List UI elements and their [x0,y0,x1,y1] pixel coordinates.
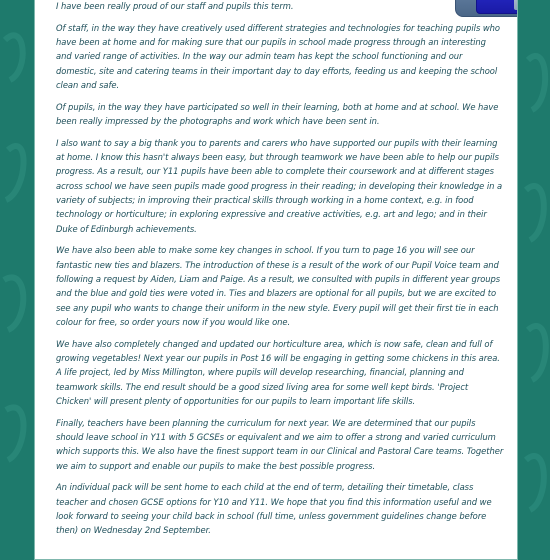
paragraph: I have been really proud of our staff and pupils this term. [56,1,294,11]
paragraph: We have also completely changed and updated our horticulture area, which is now safe, clean and full of growing vegetables! Next year our pupils in Post 16 will be engaging in getting some chickens in this area. A life project, led by Miss Millington, where pupils will develop researching, financial, planning and teamwork skills. The end result should be a good sized living area for some well kept birds. 'Project Chicken' will present plenty of opportunities for our pupils to learn important life skills. [56,338,500,406]
paragraph: I also want to say a big thank you to parents and carers who have supported our pupils with their learning at home. I know this hasn't always been easy, but through teamwork we have been able to help our pupils progress. As a result, our Y11 pupils have been able to complete their coursework and at different stages across school we have seen pupils made good progress in their reading; in developing their knowledge in a variety of subjects; in improving their practical skills through working in a home context, e.g. in food technology or horticulture; in exploring expressive and creative activities, e.g. art and lego; and in their Duke of Edinburgh achievements. [56,137,503,234]
paragraph: Of staff, in the way they have creatively used different strategies and technologies for teaching pupils who have been at home and for making sure that our pupils in school made progress through an interesting and varied range of activities. In the way our admin team has kept the school functioning and our domestic, site and catering teams in their important day to day efforts, feeding us and keeping the school clean and safe. [56,22,501,90]
paragraph: Finally, teachers have been planning the curriculum for next year. We are determined that our pupils should leave school in Y11 with 5 GCSEs or equivalent and we aim to offer a strong and varied curriculum which supports this. We also have the finest support team in our Clinical and Pastoral Care teams. Together we aim to support and enable our pupils to make the best possible progress. [56,417,504,471]
paragraph: We have also been able to make some key changes in school. If you turn to page 16 you will see our fantastic new ties and blazers. The introduction of these is a result of the work of our Pupil Voice team and following a request by Aiden, Liam and Paige. As a result, we consulted with pupils in different year groups and the blue and gold ties were voted in. Ties and blazers are optional for all pupils, but we are excited to see any pupil who wants to change their uniform in the new style. Every pupil will get their first tie in each colour for free, so order yours now if you would like one. [56,245,501,327]
letter-body [56,0,504,545]
paragraph: An individual pack will be sent home to each child at the end of term, detailing their timetable, class teacher and chosen GCSE options for Y10 and Y11. We hope that you find this information useful and we look forward to seeing your child back in school (full time, unless government guidelines change before then) on Wednesday 2nd September. [56,482,492,536]
letter-page [34,0,518,560]
paragraph: Of pupils, in the way they have participated so well in their learning, both at home and at school. We have been really impressed by the photographs and work which have been sent in. [56,101,499,127]
